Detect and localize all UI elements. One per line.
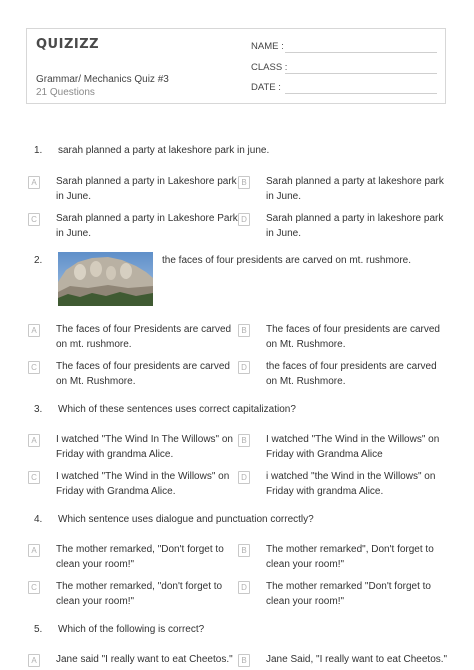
option-letter-badge: B [238,654,250,667]
question-count: 21 Questions [36,87,95,98]
question-text: sarah planned a party at lakeshore park in june. [58,145,270,156]
option-text: The faces of four presidents are carved on Mt. Rushmore. [56,361,230,387]
option-letter-badge: B [238,176,250,189]
option-text: Sarah planned a party in Lakeshore park in June. [56,176,237,202]
quizizz-logo: QUIZIZZ [36,37,100,52]
question-number: 5. [34,624,43,635]
option-text: Sarah planned a party at lakeshore park in June. [266,176,444,202]
option-letter-badge: C [28,471,40,484]
option-text: I watched "The Wind In The Willows" on Friday with grandma Alice. [56,434,233,460]
option-text: i watched "the Wind in the Willows" on Friday with grandma Alice. [266,471,436,497]
name-field[interactable] [251,41,284,52]
mount-rushmore-photo [58,252,153,306]
option-letter-badge: A [28,176,40,189]
option-letter-badge: C [28,581,40,594]
option-text: Sarah planned a party in lakeshore park in June. [266,213,444,239]
name-line [285,52,437,53]
date-line [285,93,437,94]
option-letter-badge: B [238,544,250,557]
option-letter-badge: D [238,471,250,484]
option-text: Jane Said, "I really want to eat Cheetos." [266,654,448,665]
quiz-title: Grammar/ Mechanics Quiz #3 [36,74,169,85]
question-number: 2. [34,255,43,266]
option-letter-badge: B [238,434,250,447]
question-text: Which of these sentences uses correct capitalization? [58,404,296,415]
question-text: the faces of four presidents are carved on mt. rushmore. [162,255,412,266]
option-letter-badge: D [238,213,250,226]
question-number: 1. [34,145,43,156]
option-letter-badge: A [28,434,40,447]
option-text: the faces of four presidents are carved on Mt. Rushmore. [266,361,437,387]
question-text: Which of the following is correct? [58,624,205,635]
question-text: Which sentence uses dialogue and punctuation correctly? [58,514,314,525]
option-letter-badge: B [238,324,250,337]
class-field[interactable] [251,62,287,73]
option-letter-badge: C [28,361,40,374]
option-text: The mother remarked "Don't forget to clean your room!" [266,581,431,607]
option-text: The faces of four presidents are carved on Mt. Rushmore. [266,324,440,350]
date-label: DATE : [251,82,281,93]
option-text: The faces of four Presidents are carved on mt. rushmore. [56,324,232,350]
option-letter-badge: D [238,361,250,374]
option-text: Sarah planned a party in Lakeshore Park in June. [56,213,238,239]
option-text: Jane said "I really want to eat Cheetos." [56,654,233,665]
option-text: I watched "The Wind in the Willows" on Friday with Grandma Alice [266,434,440,460]
option-letter-badge: A [28,544,40,557]
option-text: The mother remarked", Don't forget to clean your room!" [266,544,434,570]
name-label: NAME : [251,41,284,52]
worksheet-header [26,28,446,104]
option-letter-badge: C [28,213,40,226]
option-text: The mother remarked, "Don't forget to clean your room!" [56,544,224,570]
class-line [285,73,437,74]
class-label: CLASS : [251,62,288,73]
option-text: The mother remarked, "don't forget to clean your room!" [56,581,223,607]
date-field[interactable] [251,82,281,93]
question-number: 4. [34,514,43,525]
option-letter-badge: A [28,324,40,337]
option-letter-badge: D [238,581,250,594]
question-number: 3. [34,404,43,415]
option-letter-badge: A [28,654,40,667]
option-text: I watched "The Wind in the Willows" on Friday with Grandma Alice. [56,471,230,497]
